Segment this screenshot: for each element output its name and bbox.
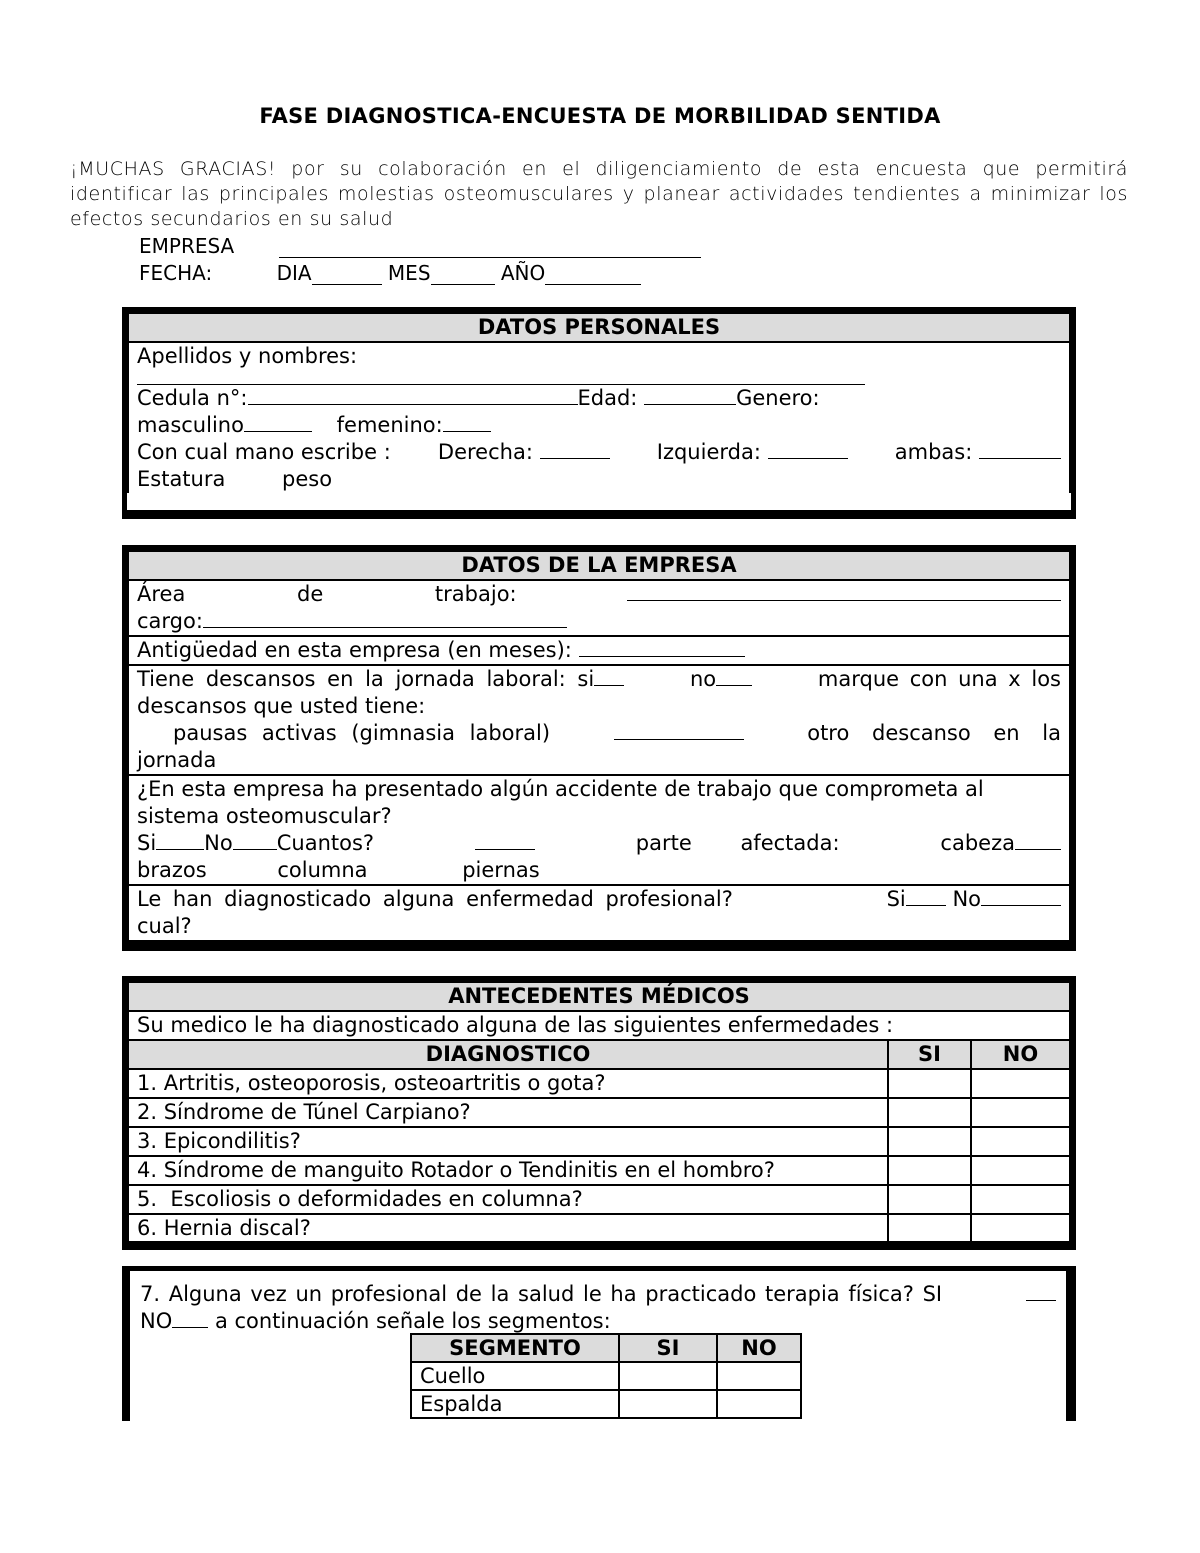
- si-cell[interactable]: [888, 1069, 971, 1098]
- accidente-si-label: Si: [137, 831, 157, 855]
- fecha-line: [139, 261, 641, 285]
- table-row: [128, 1185, 1070, 1214]
- peso-label: peso: [282, 467, 333, 491]
- segmentos-table: [410, 1333, 802, 1419]
- genero-label: Genero:: [736, 386, 820, 410]
- no-cell[interactable]: [971, 1069, 1070, 1098]
- antiguedad-input[interactable]: [579, 637, 745, 657]
- terapia-question: 7. Alguna vez un profesional de la salud le ha practicado terapia física? SI: [140, 1282, 943, 1306]
- diagnostico-cell: 1. Artritis, osteoporosis, osteoartritis o gota?: [128, 1069, 888, 1098]
- apellidos-input[interactable]: [137, 370, 865, 385]
- mes-label: MES: [387, 261, 431, 285]
- si-cell[interactable]: [888, 1214, 971, 1243]
- table-row: [411, 1362, 801, 1390]
- area-label: Área de trabajo:: [137, 582, 517, 606]
- jornada-label: jornada: [137, 748, 217, 772]
- col-diagnostico: DIAGNOSTICO: [128, 1040, 888, 1069]
- terapia-no-input[interactable]: [172, 1308, 208, 1328]
- otro-descanso-label: otro descanso en la: [807, 721, 1061, 745]
- table-row: [128, 1098, 1070, 1127]
- segmento-cell: Cuello: [411, 1362, 619, 1390]
- cedula-input[interactable]: [248, 385, 578, 405]
- terapia-no-label: NO: [140, 1309, 173, 1333]
- diagnostico-cell: 4. Síndrome de manguito Rotador o Tendinitis en el hombro?: [128, 1156, 888, 1185]
- brazos-label: brazos: [137, 858, 207, 882]
- table-row: [128, 1214, 1070, 1243]
- edad-label: Edad:: [577, 386, 638, 410]
- derecha-input[interactable]: [540, 439, 610, 459]
- dia-input[interactable]: [312, 264, 382, 285]
- ambas-input[interactable]: [979, 439, 1061, 459]
- descansos-no-label: no: [689, 667, 717, 691]
- masculino-input[interactable]: [244, 412, 312, 432]
- accidente-si-input[interactable]: [156, 830, 204, 850]
- enfermedad-no-input[interactable]: [981, 886, 1061, 906]
- edad-input[interactable]: [644, 385, 736, 405]
- no-cell[interactable]: [971, 1098, 1070, 1127]
- no-cell[interactable]: [971, 1214, 1070, 1243]
- datos-personales-heading: DATOS PERSONALES: [128, 313, 1070, 342]
- no-cell[interactable]: [971, 1156, 1070, 1185]
- page-title: FASE DIAGNOSTICA-ENCUESTA DE MORBILIDAD SENTIDA: [259, 104, 941, 128]
- intro-paragraph: ¡MUCHAS GRACIAS! por su colaboración en el diligenciamiento de esta encuesta que permitirá identificar las principales molestias osteomusculares y planear actividades tendientes a minimizar los efectos secundarios en su salud: [70, 158, 1128, 230]
- col-no: NO: [971, 1040, 1070, 1069]
- femenino-label: femenino:: [336, 413, 443, 437]
- cuantos-input[interactable]: [475, 830, 535, 850]
- enfermedad-question: Le han diagnosticado alguna enfermedad profesional?: [137, 887, 733, 911]
- mano-label: Con cual mano escribe :: [137, 440, 391, 464]
- antiguedad-label: Antigüedad en esta empresa (en meses):: [137, 638, 572, 662]
- diagnostico-cell: 5. Escoliosis o deformidades en columna?: [128, 1185, 888, 1214]
- descansos-si-input[interactable]: [594, 666, 624, 686]
- ano-label: AÑO: [500, 261, 546, 285]
- diagnostico-cell: 3. Epicondilitis?: [128, 1127, 888, 1156]
- no-cell[interactable]: [971, 1127, 1070, 1156]
- table-row: [128, 1156, 1070, 1185]
- pausas-label: pausas activas (gimnasia laboral): [173, 721, 551, 745]
- descansos-si-label: Tiene descansos en la jornada laboral: si: [137, 667, 595, 691]
- segmento-cell: Espalda: [411, 1390, 619, 1418]
- descansos-tiene-label: descansos que usted tiene:: [137, 694, 426, 718]
- area-input[interactable]: [627, 581, 1061, 601]
- dia-label: DIA: [276, 261, 312, 285]
- estatura-label: Estatura: [137, 467, 226, 491]
- col-segmento-si: SI: [619, 1334, 717, 1362]
- empresa-label: EMPRESA: [139, 234, 235, 258]
- no-cell[interactable]: [717, 1362, 801, 1390]
- enfermedad-si-input[interactable]: [906, 886, 946, 906]
- datos-personales-section: [122, 307, 1076, 519]
- si-cell[interactable]: [888, 1156, 971, 1185]
- parte-afectada-label: parte afectada:: [635, 831, 840, 855]
- empresa-line: [139, 234, 701, 258]
- fecha-label: FECHA:: [139, 261, 213, 285]
- si-cell[interactable]: [888, 1127, 971, 1156]
- si-cell[interactable]: [619, 1390, 717, 1418]
- accidente-question: ¿En esta empresa ha presentado algún accidente de trabajo que comprometa al sistema osteomuscular?: [137, 777, 984, 828]
- columna-label: columna: [277, 858, 368, 882]
- table-row: [128, 1069, 1070, 1098]
- cabeza-input[interactable]: [1015, 830, 1061, 850]
- si-cell[interactable]: [888, 1185, 971, 1214]
- terapia-segmentos-label: a continuación señale los segmentos:: [214, 1309, 611, 1333]
- datos-empresa-section: [122, 545, 1076, 951]
- accidente-no-input[interactable]: [233, 830, 277, 850]
- si-cell[interactable]: [888, 1098, 971, 1127]
- accidente-no-label: No: [204, 831, 233, 855]
- col-si: SI: [888, 1040, 971, 1069]
- ano-input[interactable]: [545, 264, 641, 285]
- cual-label: cual?: [137, 914, 192, 938]
- descansos-no-input[interactable]: [716, 666, 752, 686]
- masculino-label: masculino: [137, 413, 244, 437]
- datos-empresa-heading: DATOS DE LA EMPRESA: [128, 551, 1070, 580]
- piernas-label: piernas: [462, 858, 540, 882]
- mes-input[interactable]: [431, 264, 495, 285]
- cargo-input[interactable]: [203, 608, 567, 628]
- cabeza-label: cabeza: [940, 831, 1015, 855]
- descansos-instruction: marque con una x los: [817, 667, 1061, 691]
- antecedentes-section: [122, 976, 1076, 1250]
- col-segmento-no: NO: [717, 1334, 801, 1362]
- izquierda-input[interactable]: [768, 439, 848, 459]
- empresa-input[interactable]: [279, 237, 701, 258]
- col-segmento: SEGMENTO: [411, 1334, 619, 1362]
- apellidos-label: Apellidos y nombres:: [137, 344, 358, 368]
- femenino-input[interactable]: [443, 412, 491, 432]
- izquierda-label: Izquierda:: [656, 440, 761, 464]
- pausas-input[interactable]: [614, 720, 744, 740]
- no-cell[interactable]: [717, 1390, 801, 1418]
- enfermedad-no-label: No: [952, 887, 981, 911]
- antecedentes-intro: Su medico le ha diagnosticado alguna de las siguientes enfermedades :: [128, 1011, 1070, 1040]
- diagnostico-cell: 6. Hernia discal?: [128, 1214, 888, 1243]
- no-cell[interactable]: [971, 1185, 1070, 1214]
- cedula-label: Cedula n°:: [137, 386, 248, 410]
- cuantos-label: Cuantos?: [276, 831, 375, 855]
- ambas-label: ambas:: [894, 440, 973, 464]
- terapia-si-input[interactable]: [1026, 1281, 1056, 1301]
- antecedentes-heading: ANTECEDENTES MÉDICOS: [128, 982, 1070, 1011]
- diagnostico-cell: 2. Síndrome de Túnel Carpiano?: [128, 1098, 888, 1127]
- table-row: [128, 1127, 1070, 1156]
- si-cell[interactable]: [619, 1362, 717, 1390]
- table-row: [411, 1390, 801, 1418]
- enfermedad-si-label: Si: [886, 887, 906, 911]
- derecha-label: Derecha:: [437, 440, 533, 464]
- cargo-label: cargo:: [137, 609, 203, 633]
